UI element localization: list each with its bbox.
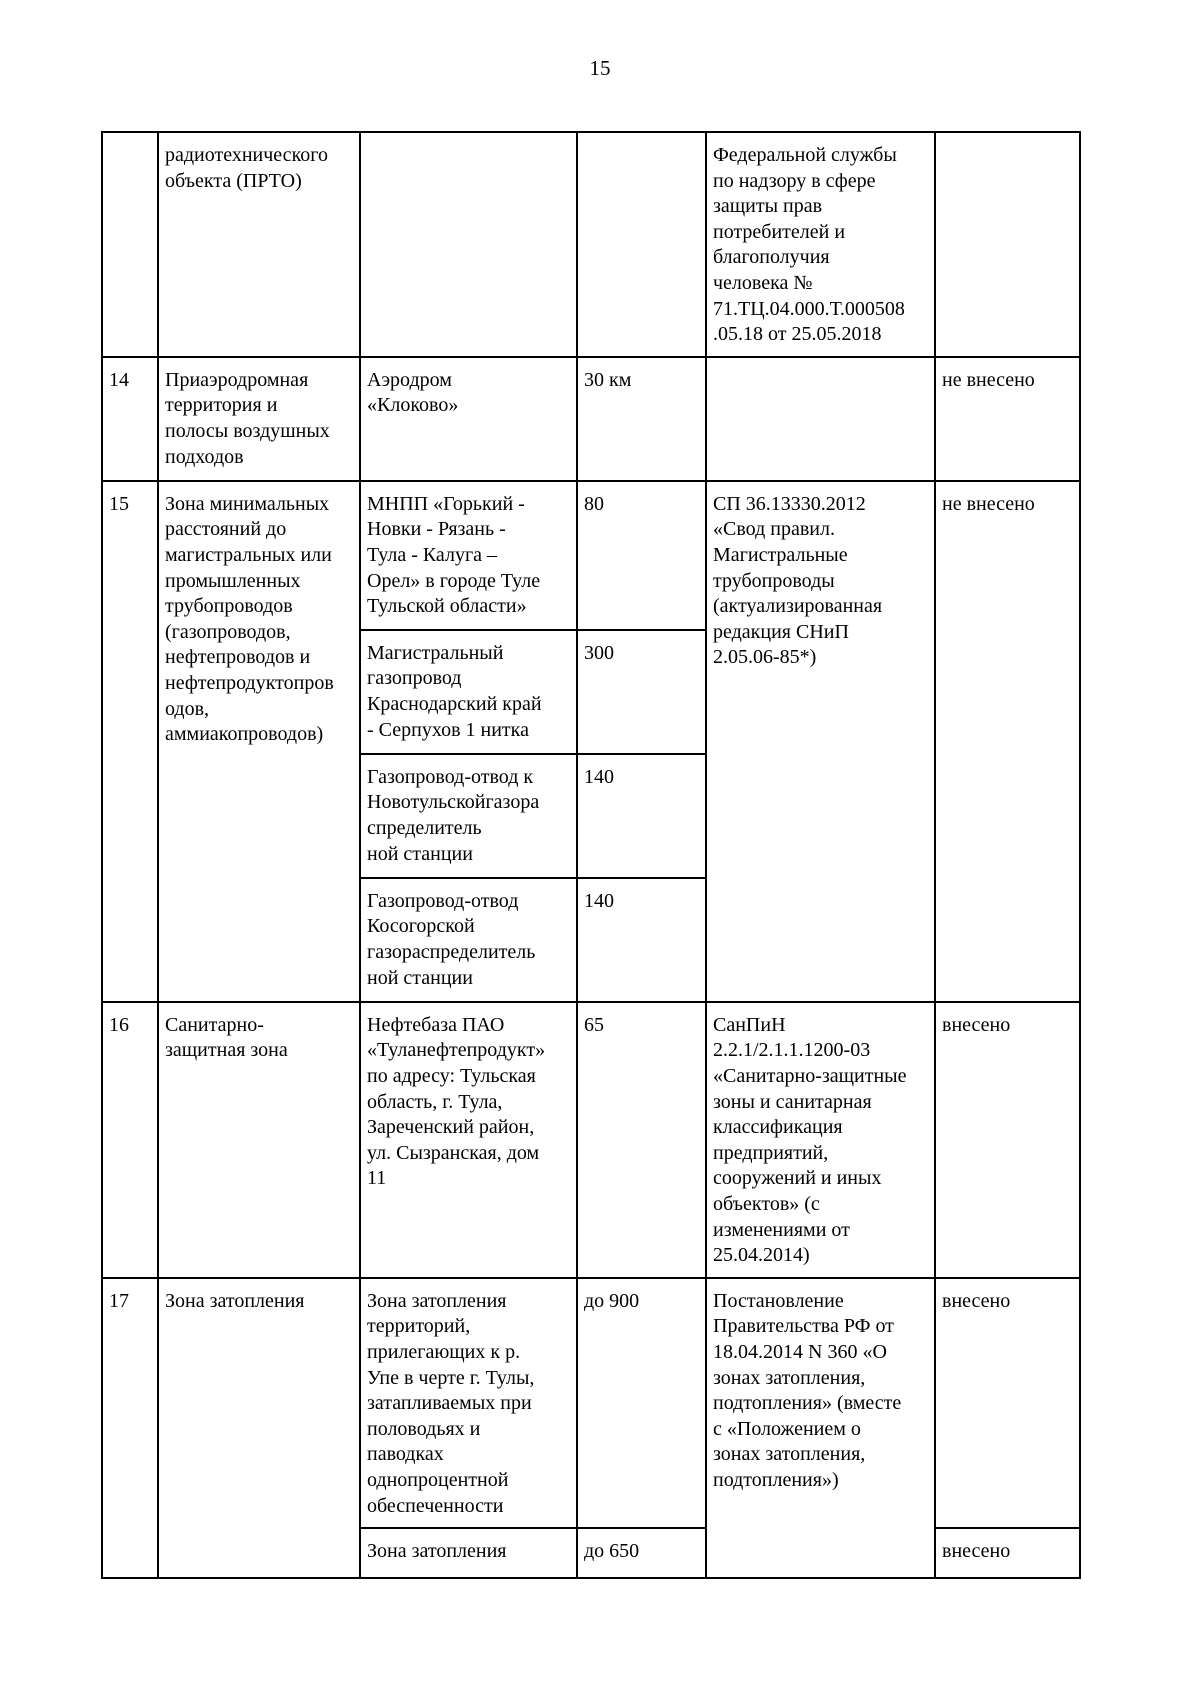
zones-table: [101, 131, 1081, 1579]
cell-zone-name: Зона затопления: [158, 1278, 360, 1578]
cell-zone-name: Зона минимальных расстояний до магистральных или промышленных трубопроводов (газопроводов, нефтепроводов и нефтепродуктопров одов, аммиакопроводов): [158, 481, 360, 1002]
cell-document: Постановление Правительства РФ от 18.04.2014 N 360 «О зонах затопления, подтопления» (вместе с «Положением о зонах затопления, подтопления»): [706, 1278, 935, 1578]
table-row: [102, 132, 1080, 357]
cell-document: СанПиН 2.2.1/2.1.1.1200-03 «Санитарно-защитные зоны и санитарная классификация предприятий, сооружений и иных объектов» (с изменениями от 25.04.2014): [706, 1002, 935, 1278]
cell-zone-name: радиотехнического объекта (ПРТО): [158, 132, 360, 357]
cell-size: 65: [577, 1002, 706, 1278]
cell-object: Зона затопления: [360, 1528, 577, 1578]
cell-document: Федеральной службы по надзору в сфере защиты прав потребителей и благополучия человека № 71.ТЦ.04.000.Т.000508 .05.18 от 25.05.2018: [706, 132, 935, 357]
cell-object: Нефтебаза ПАО «Туланефтепродукт» по адресу: Тульская область, г. Тула, Зареченский район, ул. Сызранская, дом 11: [360, 1002, 577, 1278]
page-number: 15: [589, 56, 611, 80]
table-row: [102, 1278, 1080, 1528]
cell-size: до 650: [577, 1528, 706, 1578]
cell-status: внесено: [935, 1528, 1080, 1578]
cell-zone-name: Санитарно- защитная зона: [158, 1002, 360, 1278]
cell-status: внесено: [935, 1278, 1080, 1528]
cell-size: 30 км: [577, 357, 706, 481]
cell-object: Зона затопления территорий, прилегающих к р. Упе в черте г. Тулы, затапливаемых при половодьях и паводках однопроцентной обеспеченности: [360, 1278, 577, 1528]
cell-size: до 900: [577, 1278, 706, 1528]
cell-object: Магистральный газопровод Краснодарский край - Серпухов 1 нитка: [360, 630, 577, 754]
cell-object: МНПП «Горький - Новки - Рязань - Тула - Калуга – Орел» в городе Туле Тульской области»: [360, 481, 577, 630]
cell-size: 140: [577, 754, 706, 878]
cell-size: [577, 132, 706, 357]
table-row: [102, 357, 1080, 481]
table-row: [102, 481, 1080, 630]
cell-size: 140: [577, 878, 706, 1002]
cell-status: не внесено: [935, 357, 1080, 481]
cell-object: [360, 132, 577, 357]
cell-status: внесено: [935, 1002, 1080, 1278]
cell-object: Газопровод-отвод к Новотульскойгазора спределитель ной станции: [360, 754, 577, 878]
cell-number: 17: [102, 1278, 158, 1578]
cell-number: 15: [102, 481, 158, 1002]
cell-document: СП 36.13330.2012 «Свод правил. Магистральные трубопроводы (актуализированная редакция СНиП 2.05.06-85*): [706, 481, 935, 1002]
cell-status: не внесено: [935, 481, 1080, 1002]
cell-object: Газопровод-отвод Косогорской газораспределитель ной станции: [360, 878, 577, 1002]
cell-number: 14: [102, 357, 158, 481]
cell-number: 16: [102, 1002, 158, 1278]
cell-number: [102, 132, 158, 357]
cell-zone-name: Приаэродромная территория и полосы воздушных подходов: [158, 357, 360, 481]
cell-status: [935, 132, 1080, 357]
cell-size: 300: [577, 630, 706, 754]
table-row: [102, 1002, 1080, 1278]
cell-document: [706, 357, 935, 481]
cell-object: Аэродром «Клоково»: [360, 357, 577, 481]
cell-size: 80: [577, 481, 706, 630]
